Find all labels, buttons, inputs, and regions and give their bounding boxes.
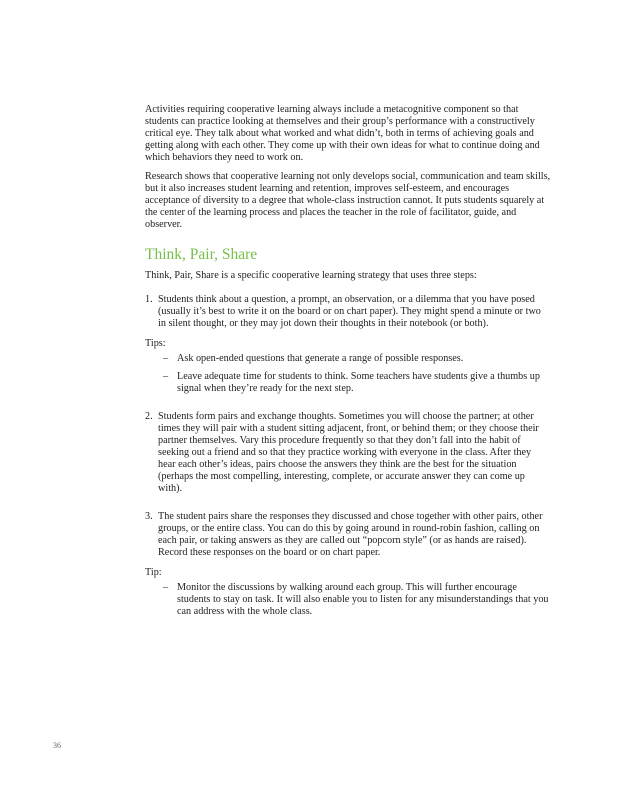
step-3 xyxy=(145,511,551,618)
step-text: Students form pairs and exchange thoughts. Sometimes you will choose the partner; at other times they will pair with a student sitting adjacent, front, or behind them; or they choose their partner themselves. Vary this procedure frequently so that they don’t fall into the habit of seeking out a friend and so that they practice working with everyone in the class. After they hear each other’s ideas, pairs choose the answers they think are the best for the situation (perhaps the most compelling, interesting, complete, or accurate answer they can come up with). xyxy=(158,411,539,494)
tip-text: Monitor the discussions by walking around each group. This will further encourage students to stay on task. It will also enable you to listen for any misunderstandings that you can address with the whole class. xyxy=(177,582,549,617)
section-intro: Think, Pair, Share is a specific cooperative learning strategy that uses three steps: xyxy=(145,270,477,281)
step-number: 1. xyxy=(145,294,153,305)
steps-list xyxy=(145,294,551,618)
tip-text: Ask open-ended questions that generate a range of possible responses. xyxy=(177,353,464,364)
step-1 xyxy=(145,294,551,395)
step-2 xyxy=(145,411,551,495)
page-number: 36 xyxy=(53,741,61,750)
section-heading: Think, Pair, Share xyxy=(145,246,258,263)
step-text: The student pairs share the responses they discussed and chose together with other pairs, other groups, or the entire class. You can do this by going around in round-robin fashion, calling on each pair, or taking answers as they are called out “popcorn style” (or as hands are raised). Record these responses on the board or on chart paper. xyxy=(158,511,543,558)
tips-block xyxy=(145,338,551,395)
tips-label: Tip: xyxy=(145,567,162,578)
dash-bullet-icon: – xyxy=(163,582,169,593)
paragraph-research: Research shows that cooperative learning not only develops social, communication and team skills, but it also increases student learning and retention, improves self-esteem, and encourages acceptance of diversity to a degree that whole-class instruction cannot. It puts students squarely at the center of the learning process and places the teacher in the role of facilitator, guide, and observer. xyxy=(145,171,551,230)
dash-bullet-icon: – xyxy=(163,353,169,364)
dash-bullet-icon: – xyxy=(163,371,169,382)
step-number: 3. xyxy=(145,511,153,522)
tip-list xyxy=(145,353,551,395)
tip-text: Leave adequate time for students to think. Some teachers have students give a thumbs up signal when they’re ready for the next step. xyxy=(177,371,540,394)
tip-item xyxy=(163,582,551,618)
tip-list xyxy=(145,582,551,618)
step-number: 2. xyxy=(145,411,153,422)
tips-block xyxy=(145,567,551,618)
tip-item xyxy=(163,353,551,365)
tip-item xyxy=(163,371,551,395)
tips-label: Tips: xyxy=(145,338,166,349)
page-content xyxy=(145,104,551,624)
step-text: Students think about a question, a prompt, an observation, or a dilemma that you have posed (usually it’s best to write it on the board or on chart paper). They might spend a minute or two in silent thought, or they may jot down their thoughts in their notebook (or both). xyxy=(158,294,541,329)
paragraph-metacognitive: Activities requiring cooperative learning always include a metacognitive component so that students can practice looking at themselves and their group’s performance with a constructively critical eye. They talk about what worked and what didn’t, both in terms of achieving goals and getting along with each other. They come up with their own ideas for what to continue doing and which behaviors they need to work on. xyxy=(145,104,540,163)
